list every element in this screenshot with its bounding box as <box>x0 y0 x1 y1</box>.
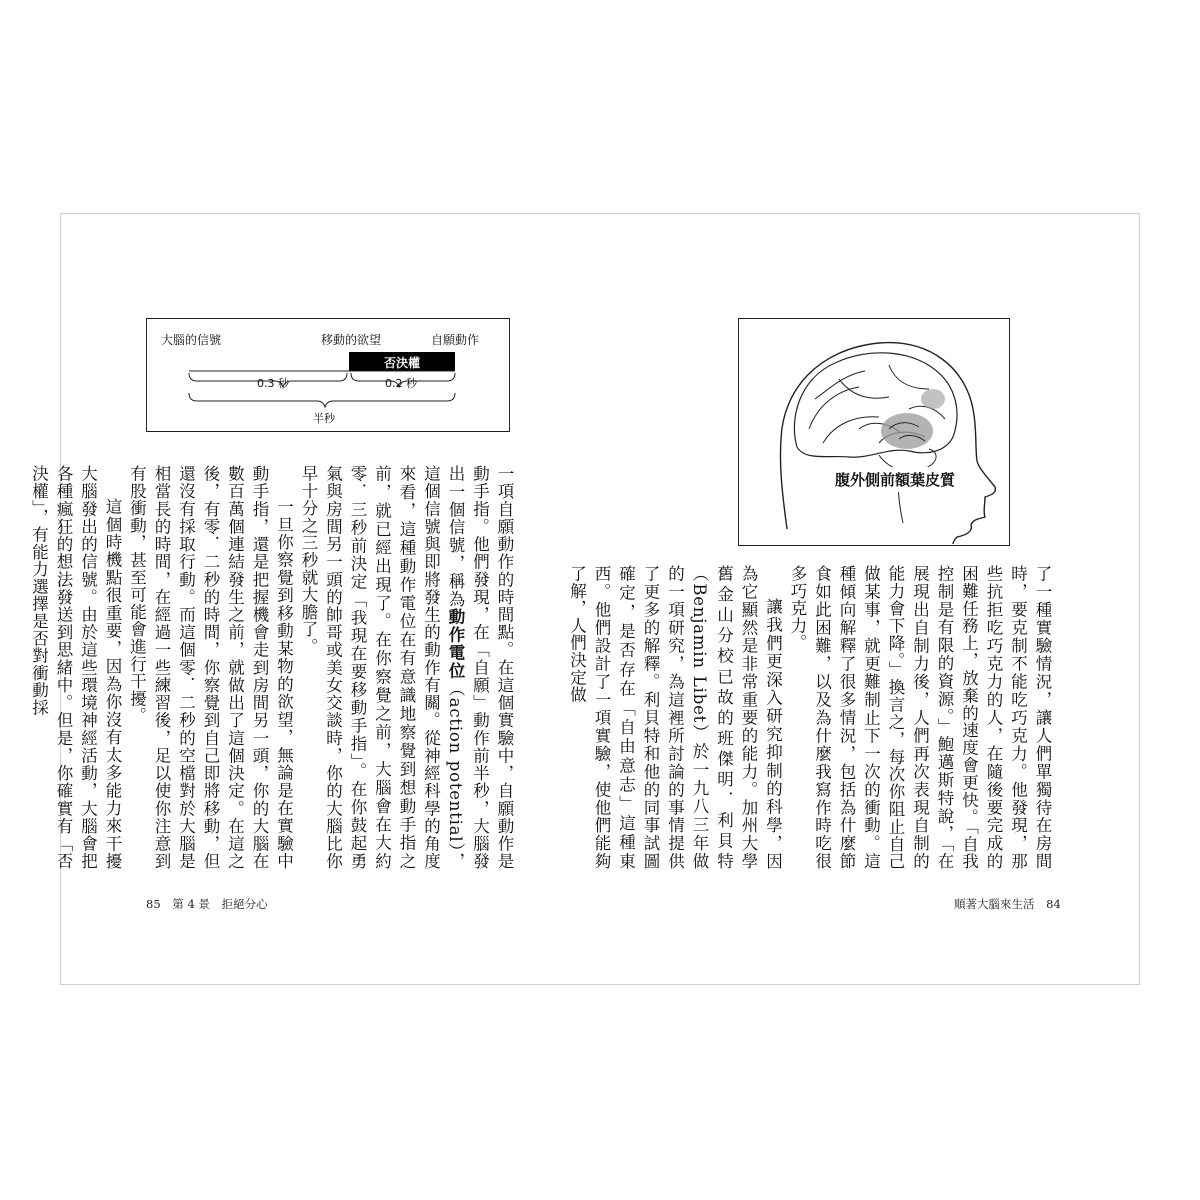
left-page-body <box>29 465 516 871</box>
label-urge-to-move: 移動的欲望 <box>321 333 382 347</box>
paragraph-text: （action potential），這個信號與即將發生的動作有關。從神經科學的角度來看，這種動作電位在有意識地察覺到想動手指之前，就已經出現了。在你察覺之前，大腦會在大約零．三秒前決定「我現在要移動手指」。在你鼓起勇氣與房間另一頭的帥哥或美女交談時，你的大腦比你早十分之三秒就大膽了。 <box>299 465 465 871</box>
right-paragraph-1: 了一種實驗情況，讓人們單獨待在房間時，要克制不能吃巧克力。他發現，那些抗拒吃巧克力的人，在隨後要完成的困難任務上，放棄的速度會更快。「自我控制是有限的資源。」鮑邁斯特說，「在展現出自制力後，人們再次表現自制的能力會下降。」換言之，每次你阻止自己做某事，就更難制止下一次的衝動。這種傾向解釋了很多情況，包括為什麼節食如此困難，以及為什麼我寫作時吃很多巧克力。 <box>788 565 1052 870</box>
left-paragraph-2: 一旦你察覺到移動某物的欲望，無論是在實驗中動手指，還是把握機會走到房間另一頭，你的大腦在數百萬個連結發生之前，就做出了這個決定。在這之後，有零．二秒的時間，你察覺到自己即將移動，但還沒有採取行動。而這個零．二秒的空檔對於大腦是相當長的時間，在經過一些練習後，足以使你注意到有股衝動，甚至可能會進行干擾。 <box>127 465 294 870</box>
right-page-body <box>567 565 1054 870</box>
chapter-label: 第 4 景 <box>172 897 210 911</box>
label-second-interval: 0.2 秒 <box>385 377 417 390</box>
brain-illustration <box>739 319 1008 544</box>
vlpfc-label: 腹外側前額葉皮質 <box>831 467 959 492</box>
page-number: 84 <box>1046 897 1061 911</box>
page-number: 85 <box>146 897 161 911</box>
brain-figure <box>738 318 1010 546</box>
timeline-diagram <box>146 318 510 432</box>
label-total: 半秒 <box>313 412 335 425</box>
label-veto: 否決權 <box>383 356 420 370</box>
brace-total <box>189 393 455 407</box>
label-first-interval: 0.3 秒 <box>257 377 289 390</box>
label-brain-signal: 大腦的信號 <box>161 333 222 347</box>
left-paragraph-3: 這個時機點很重要，因為你沒有太多能力來干擾大腦發出的信號。由於這些環境神經活動，大腦會把各種瘋狂的想法發送到思緒中。但是，你確實有「否決權」，有能力選擇是否對衝動採 <box>29 465 122 870</box>
chapter-title: 拒絕分心 <box>221 897 268 911</box>
vlpfc-highlight <box>881 413 933 449</box>
vlpfc-highlight-upper <box>921 389 945 409</box>
head-outline <box>780 343 995 544</box>
right-footer <box>954 896 1061 912</box>
left-footer <box>146 896 276 912</box>
paragraph-text: 一項自願動作的時間點。在這個實驗中，自願動作是動手指。他們發現，在「自願」動作前半秒，大腦發出一個信號，稱為 <box>446 465 514 870</box>
right-paragraph-2: 讓我們更深入研究抑制的科學，因為它顯然是非常重要的能力。加州大學舊金山分校已故的班傑明．利貝特（Benjamin Libet）於一九八三年做的一項研究，為這裡所討論的事情提供了更多的解釋。利貝特和他的同事試圖確定，是否存在「自由意志」這種東西。他們設計了一項實驗，使他們能夠了解，人們決定做 <box>567 565 783 870</box>
running-title: 順著大腦來生活 <box>954 897 1035 911</box>
left-paragraph-1 <box>296 465 517 870</box>
label-voluntary-action: 自願動作 <box>431 333 480 347</box>
bold-term: 動作電位 <box>446 608 465 680</box>
